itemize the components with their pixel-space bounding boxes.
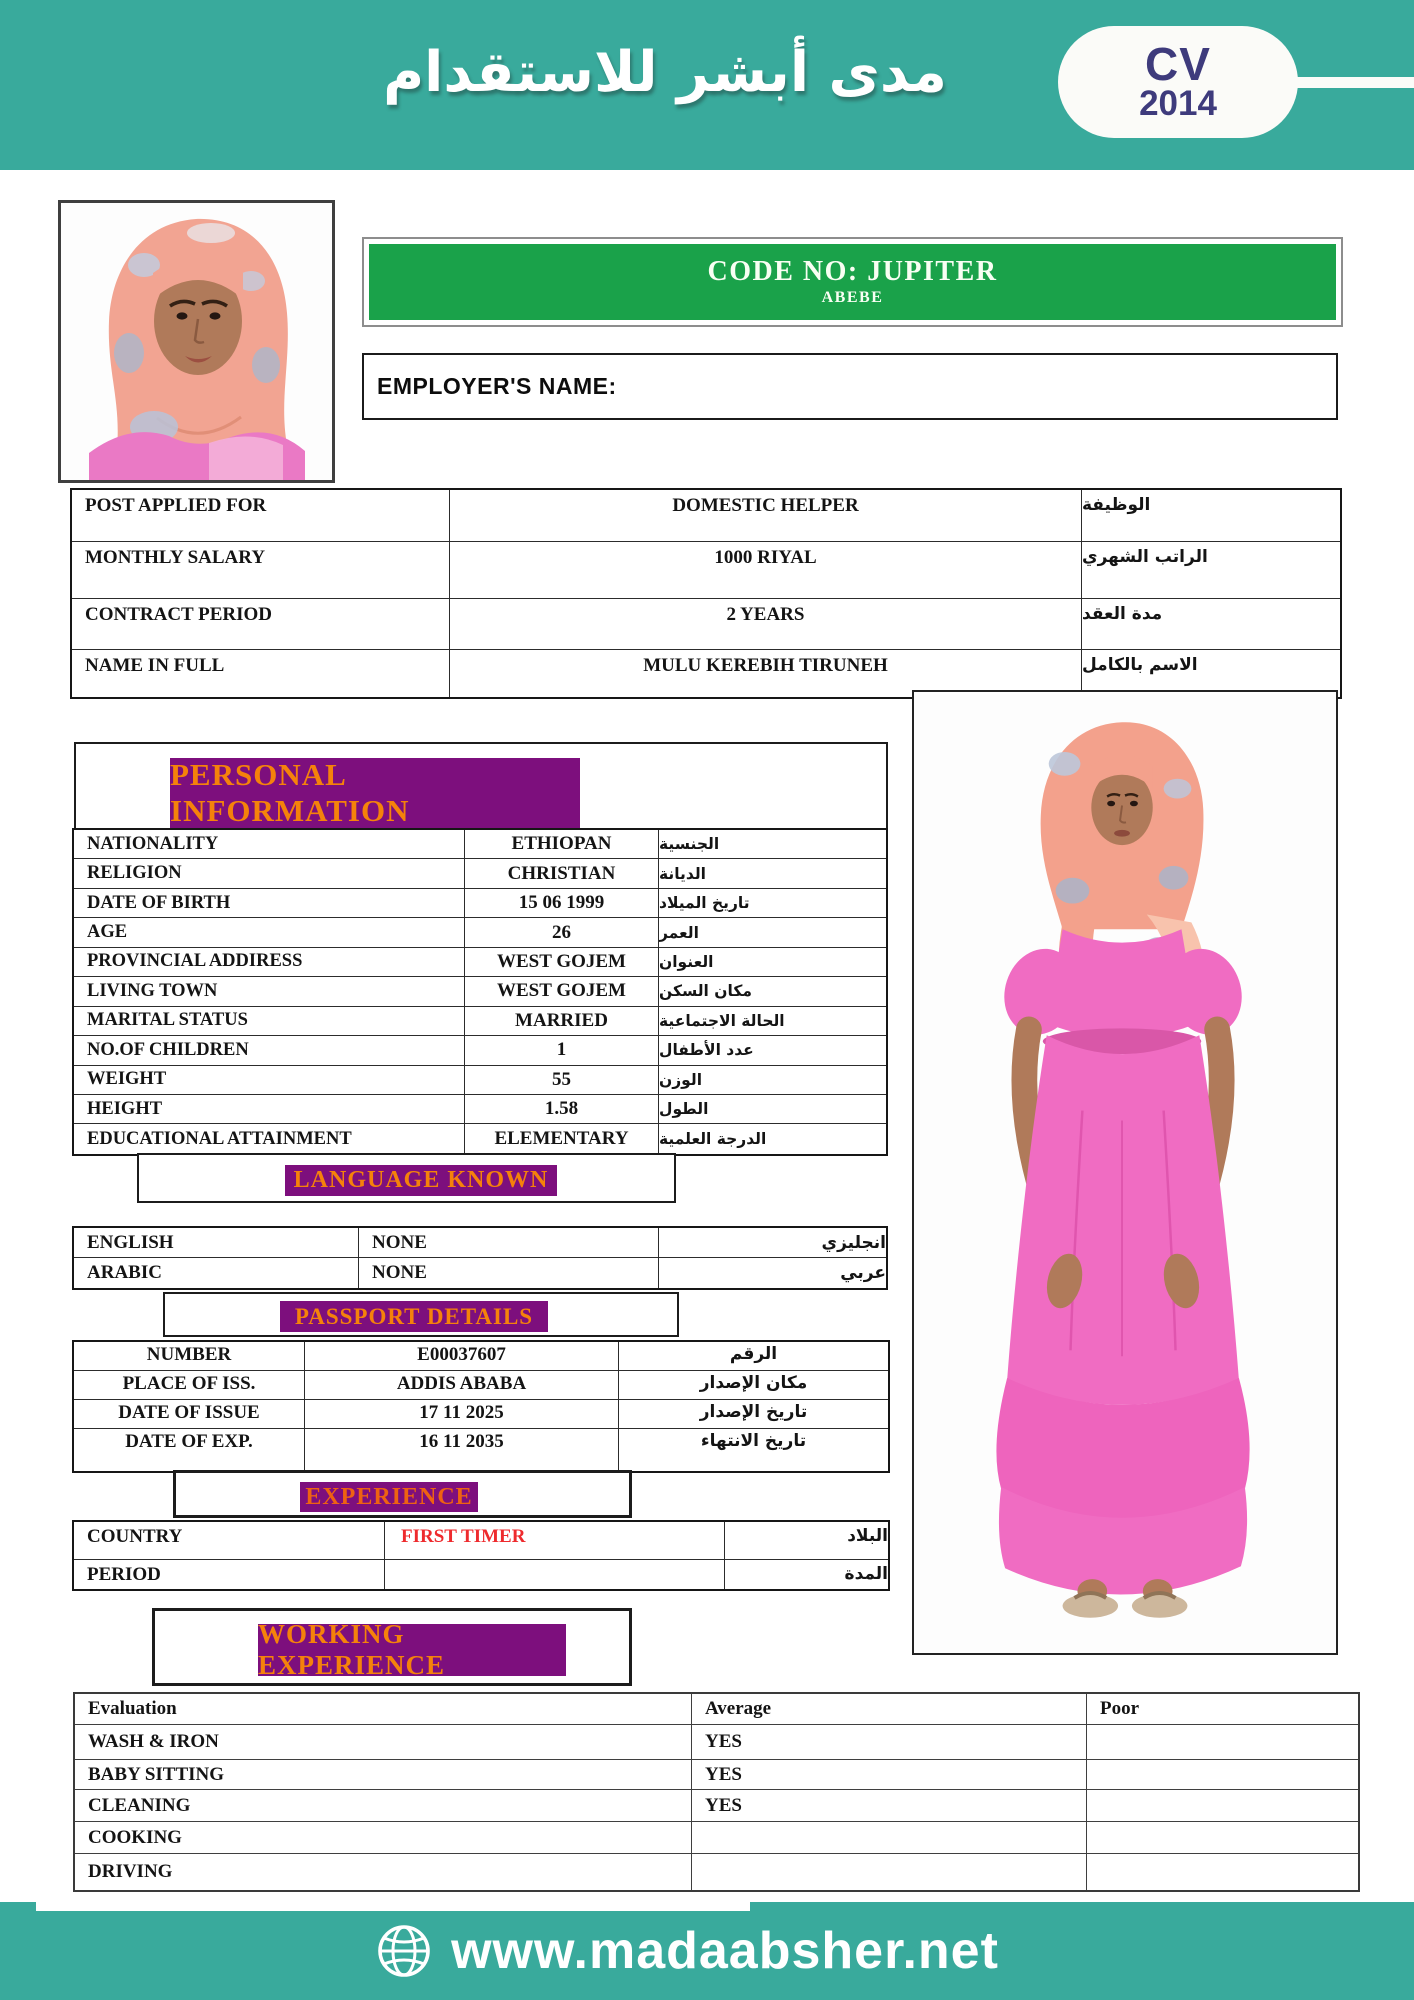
- table-cell-value: ETHIOPAN: [465, 830, 659, 859]
- table-cell-label: DATE OF BIRTH: [74, 889, 465, 918]
- table-cell-label: EDUCATIONAL ATTAINMENT: [74, 1124, 465, 1153]
- table-cell-label: DATE OF ISSUE: [74, 1400, 305, 1429]
- full-body-photo-illustration: [914, 692, 1336, 1653]
- section-title: PERSONAL INFORMATION: [170, 758, 580, 828]
- table-cell-value: [1087, 1822, 1358, 1854]
- table-cell-value: CHRISTIAN: [465, 859, 659, 888]
- section-title: EXPERIENCE: [300, 1482, 478, 1512]
- table-cell-value: [385, 1560, 725, 1589]
- table-cell-value: 16 11 2035: [305, 1429, 619, 1471]
- code-number: CODE NO: JUPITER: [707, 256, 998, 287]
- table-cell-label: AGE: [74, 918, 465, 947]
- table-cell-value: YES: [692, 1725, 1087, 1760]
- table-cell-value: [1087, 1854, 1358, 1890]
- table-cell-arabic: العنوان: [659, 948, 886, 977]
- table-cell-arabic: تاريخ الميلاد: [659, 889, 886, 918]
- table-cell-value: [692, 1854, 1087, 1890]
- full-body-photo: [912, 690, 1338, 1655]
- table-cell-label: PERIOD: [74, 1560, 385, 1589]
- table-cell-value: WEST GOJEM: [465, 977, 659, 1006]
- section-title: PASSPORT DETAILS: [280, 1301, 548, 1332]
- table-cell-value: 1.58: [465, 1095, 659, 1124]
- table-cell-label: POST APPLIED FOR: [72, 490, 450, 542]
- table-cell-arabic: الدرجة العلمية: [659, 1130, 767, 1149]
- cv-year-badge: [1058, 26, 1298, 138]
- employer-name-field: [362, 353, 1338, 420]
- table-cell-label: DRIVING: [75, 1854, 692, 1890]
- section-title: WORKING EXPERIENCE: [258, 1624, 566, 1676]
- table-cell-value: [1087, 1760, 1358, 1790]
- table-cell-value: 1: [465, 1036, 659, 1065]
- table-cell-value: 2 YEARS: [450, 599, 1082, 650]
- table-cell-arabic: مدة العقد: [1082, 599, 1340, 650]
- table-cell-label: RELIGION: [74, 859, 465, 888]
- table-cell-value: 26: [465, 918, 659, 947]
- footer-band: [0, 1902, 1414, 2000]
- table-cell-label: PLACE OF ISS.: [74, 1371, 305, 1400]
- table-cell-label: COOKING: [75, 1822, 692, 1854]
- table-cell-value: ADDIS ABABA: [305, 1371, 619, 1400]
- table-cell-arabic: الوظيفة: [1082, 490, 1340, 542]
- table-cell-value: YES: [692, 1760, 1087, 1790]
- table-cell-label: CLEANING: [75, 1790, 692, 1822]
- table-cell-arabic: الطول: [659, 1095, 886, 1124]
- table-cell-arabic: العمر: [659, 918, 886, 947]
- table-cell-label: CONTRACT PERIOD: [72, 599, 450, 650]
- table-cell-label: ENGLISH: [74, 1228, 359, 1258]
- section-language-known: [137, 1153, 676, 1203]
- table-cell-arabic: مكان الإصدار: [619, 1371, 888, 1400]
- table-cell-arabic: الديانة: [659, 859, 886, 888]
- evaluation-table: [73, 1692, 1360, 1892]
- table-cell-value: [692, 1822, 1087, 1854]
- table-cell-label: ARABIC: [74, 1258, 359, 1288]
- table-cell-arabic: الحالة الاجتماعية: [659, 1007, 886, 1036]
- table-cell-arabic: الرقم: [619, 1342, 888, 1371]
- passport-table: [72, 1340, 890, 1473]
- table-cell-label: DATE OF EXP.: [74, 1429, 305, 1471]
- table-cell-label: MONTHLY SALARY: [72, 542, 450, 599]
- table-cell-arabic: انجليزي: [659, 1228, 886, 1258]
- table-cell-label: WASH & IRON: [75, 1725, 692, 1760]
- table-cell-arabic: الوزن: [659, 1066, 886, 1095]
- cv-badge-line1: CV: [1145, 37, 1211, 90]
- experience-table: [72, 1520, 890, 1591]
- section-working-experience: [152, 1608, 632, 1686]
- code-banner-green: [369, 244, 1336, 320]
- table-cell-value: NONE: [359, 1228, 659, 1258]
- table-cell-value: WEST GOJEM: [465, 948, 659, 977]
- table-cell-label: NATIONALITY: [74, 830, 465, 859]
- table-cell-label: HEIGHT: [74, 1095, 465, 1124]
- main-info-table: [70, 488, 1342, 699]
- table-cell-value: ELEMENTARY: [465, 1124, 659, 1153]
- footer-notch: [36, 1902, 750, 1911]
- section-passport-details: [163, 1292, 679, 1337]
- table-cell-label: NAME IN FULL: [72, 650, 450, 697]
- portrait-photo-illustration: [61, 203, 332, 480]
- table-cell-label: WEIGHT: [74, 1066, 465, 1095]
- section-title: LANGUAGE KNOWN: [285, 1165, 557, 1196]
- cv-badge-line2: 2014: [1139, 84, 1217, 124]
- table-cell-label: COUNTRY: [74, 1522, 385, 1560]
- table-cell-value: E00037607: [305, 1342, 619, 1371]
- code-name: ABEBE: [821, 288, 884, 306]
- agency-title-arabic: مدى أبشر للاستقدام: [383, 40, 947, 105]
- table-cell-value: MARRIED: [465, 1007, 659, 1036]
- globe-icon: [375, 1922, 433, 1980]
- table-cell-value: DOMESTIC HELPER: [450, 490, 1082, 542]
- employer-name-label: EMPLOYER'S NAME:: [377, 373, 617, 399]
- table-cell-value: [1087, 1790, 1358, 1822]
- table-cell-value: MULU KEREBIH TIRUNEH: [450, 650, 1082, 697]
- code-banner: [362, 237, 1343, 327]
- table-cell-value: 15 06 1999: [465, 889, 659, 918]
- table-cell-arabic: الاسم بالكامل: [1082, 655, 1198, 675]
- section-experience: [173, 1470, 632, 1518]
- table-cell-value: 55: [465, 1066, 659, 1095]
- column-header: Evaluation: [75, 1694, 692, 1725]
- table-cell-label: LIVING TOWN: [74, 977, 465, 1006]
- table-cell-value: 1000 RIYAL: [450, 542, 1082, 599]
- table-cell-label: MARITAL STATUS: [74, 1007, 465, 1036]
- table-cell-label: NUMBER: [74, 1342, 305, 1371]
- table-cell-value: NONE: [359, 1258, 659, 1288]
- table-cell-arabic: تاريخ الإصدار: [619, 1400, 888, 1429]
- table-cell-arabic: المدة: [844, 1564, 888, 1584]
- table-cell-label: PROVINCIAL ADDIRESS: [74, 948, 465, 977]
- table-cell-value: YES: [692, 1790, 1087, 1822]
- table-cell-label: BABY SITTING: [75, 1760, 692, 1790]
- personal-info-table: [72, 828, 888, 1156]
- badge-connector-line: [1288, 77, 1414, 88]
- language-table: [72, 1226, 888, 1290]
- table-cell-arabic: عربي: [840, 1263, 886, 1283]
- table-cell-value: [1087, 1725, 1358, 1760]
- table-cell-value: FIRST TIMER: [385, 1522, 725, 1560]
- website-url: www.madaabsher.net: [451, 1922, 999, 1980]
- table-cell-arabic: الراتب الشهري: [1082, 542, 1340, 599]
- table-cell-arabic: عدد الأطفال: [659, 1036, 886, 1065]
- column-header: Average: [692, 1694, 1087, 1725]
- table-cell-arabic: مكان السكن: [659, 977, 886, 1006]
- table-cell-arabic: تاريخ الانتهاء: [700, 1431, 807, 1451]
- table-cell-arabic: الجنسية: [659, 830, 886, 859]
- table-cell-value: 17 11 2025: [305, 1400, 619, 1429]
- table-cell-label: NO.OF CHILDREN: [74, 1036, 465, 1065]
- table-cell-arabic: البلاد: [725, 1522, 888, 1560]
- portrait-photo: [58, 200, 335, 483]
- column-header: Poor: [1087, 1694, 1358, 1725]
